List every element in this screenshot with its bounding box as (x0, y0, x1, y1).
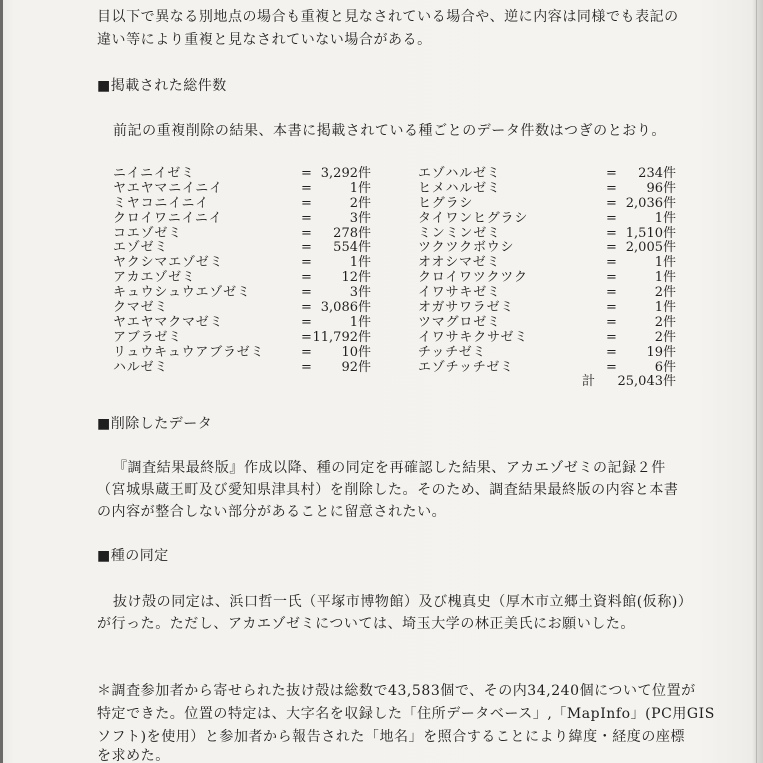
species-name: ツクツクボウシ (418, 240, 515, 256)
scan-edge-left (0, 0, 3, 763)
species-count: 2件 (349, 195, 371, 211)
intro-line-1: 目以下で異なる別地点の場合も重複と見なされている場合や、逆に内容は同様でも表記の (97, 9, 679, 25)
table-row (418, 241, 680, 256)
table-row (113, 301, 375, 316)
table-row (418, 346, 680, 361)
species-count: 1件 (654, 255, 676, 271)
species-count: 1件 (654, 270, 676, 286)
deleted-line-1: 『調査結果最終版』作成以降、種の同定を再確認した結果、アカエゾゼミの記録２件 (113, 460, 666, 476)
equals-sign: = (301, 166, 312, 181)
species-name: ヒメハルゼミ (418, 180, 501, 196)
footnote-line-3: ソフト)を使用）と参加者から報告された「地名」を照合することにより緯度・経度の座標 (97, 729, 686, 745)
equals-sign: = (606, 314, 617, 330)
table-row (113, 286, 375, 301)
species-name: タイワンヒグラシ (418, 210, 529, 226)
species-count: 10件 (341, 344, 371, 360)
species-count: 2件 (654, 285, 676, 301)
equals-sign: = (606, 166, 617, 181)
equals-sign: = (301, 180, 312, 196)
equals-sign: = (606, 210, 617, 226)
scan-edge-right (756, 0, 757, 763)
section-heading-deleted: ■削除したデータ (97, 416, 213, 432)
equals-sign: = (301, 359, 312, 375)
table-row (418, 256, 680, 271)
table-row (418, 301, 680, 316)
table-row (113, 346, 375, 361)
equals-sign: = (606, 344, 617, 360)
species-count-table-right (418, 167, 680, 390)
species-count: 2件 (654, 329, 676, 345)
equals-sign: = (301, 225, 312, 241)
table-row (113, 271, 375, 286)
equals-sign: = (301, 300, 312, 316)
species-count: 3,292件 (320, 166, 371, 181)
species-count: 2,005件 (625, 240, 676, 256)
species-name: コエゾゼミ (113, 225, 183, 241)
equals-sign: = (606, 195, 617, 211)
equals-sign: = (606, 240, 617, 256)
equals-sign: = (301, 210, 312, 226)
equals-sign: = (606, 329, 617, 345)
species-count: 1件 (349, 255, 371, 271)
table-row (418, 286, 680, 301)
footnote-line-1: ＊調査参加者から寄せられた抜け殻は総数で43,583個で、その内34,240個について位置が (97, 683, 696, 699)
species-count: 1件 (349, 180, 371, 196)
species-count: 6件 (654, 359, 676, 375)
equals-sign: = (301, 329, 312, 345)
species-name: ヤエヤマニイニイ (113, 180, 223, 196)
equals-sign: = (301, 195, 312, 211)
species-name: エゾチッチゼミ (418, 359, 514, 375)
species-name: エゾゼミ (113, 240, 169, 256)
table-row (113, 331, 375, 346)
species-count: 1件 (654, 210, 676, 226)
table-row (113, 197, 375, 212)
counts-lead-text: 前記の重複削除の結果、本書に掲載されている種ごとのデータ件数はつぎのとおり。 (113, 123, 666, 139)
species-count: 2,036件 (625, 195, 676, 211)
species-count: 1,510件 (625, 225, 676, 241)
table-row (113, 167, 375, 182)
species-name: アカエゾゼミ (113, 270, 196, 286)
species-count: 3件 (349, 210, 371, 226)
species-name: ヒグラシ (418, 195, 474, 211)
table-row (113, 227, 375, 242)
species-count: 1件 (349, 314, 371, 330)
species-name: ニイニイゼミ (113, 166, 195, 181)
species-count: 554件 (333, 240, 371, 256)
equals-sign: = (301, 285, 312, 301)
total-row (418, 375, 680, 390)
table-row (113, 361, 375, 376)
species-count: 1件 (654, 300, 676, 316)
species-count: 278件 (333, 225, 371, 241)
species-name: オオシマゼミ (418, 255, 501, 271)
intro-line-2: 違い等により重複と見なされていない場合がある。 (97, 32, 432, 48)
species-count: 3,086件 (320, 300, 371, 316)
table-row (113, 182, 375, 197)
species-name: クロイワニイニイ (113, 210, 223, 226)
table-row (418, 271, 680, 286)
table-row (113, 316, 375, 331)
species-name: リュウキュウアブラゼミ (113, 344, 265, 360)
equals-sign: = (301, 240, 312, 256)
species-name: クマゼミ (113, 300, 169, 316)
table-row (418, 182, 680, 197)
table-row (418, 212, 680, 227)
footnote-line-2: 特定できた。位置の特定は、大字名を収録した「住所データベース」,「MapInfo」(PC用GIS (97, 706, 715, 722)
deleted-line-3: の内容が整合しない部分があることに留意されたい。 (97, 504, 447, 520)
equals-sign: = (606, 270, 617, 286)
table-row (418, 331, 680, 346)
species-count-table-left (113, 167, 375, 375)
table-row (418, 316, 680, 331)
species-name: クロイワツクツク (418, 270, 528, 286)
table-row (418, 197, 680, 212)
table-row (113, 256, 375, 271)
equals-sign: = (606, 359, 617, 375)
section-heading-counts: ■掲載された総件数 (97, 78, 227, 94)
table-row (418, 227, 680, 242)
species-name: チッチゼミ (418, 344, 487, 360)
species-count: 2件 (654, 314, 676, 330)
equals-sign: = (606, 255, 617, 271)
species-count: 96件 (646, 180, 676, 196)
species-name: ヤエヤマクマゼミ (113, 314, 224, 330)
section-heading-identification: ■種の同定 (97, 548, 169, 564)
species-name: ツマグロゼミ (418, 314, 501, 330)
species-name: アブラゼミ (113, 329, 183, 345)
total-label: 計 (582, 374, 596, 390)
species-count: 3件 (349, 285, 371, 301)
species-count: 92件 (341, 359, 371, 375)
equals-sign: = (606, 285, 617, 301)
species-name: キュウシュウエゾゼミ (113, 285, 251, 301)
identification-line-1: 抜け殻の同定は、浜口哲一氏（平塚市博物館）及び槐真史（厚木市立郷土資料館(仮称)） (113, 594, 693, 610)
species-name: オガサワラゼミ (418, 300, 515, 316)
table-row (113, 212, 375, 227)
species-name: ミヤコニイニイ (113, 195, 210, 211)
equals-sign: = (606, 300, 617, 316)
deleted-line-2: （宮城県蔵王町及び愛知県津具村）を削除した。そのため、調査結果最終版の内容と本書 (97, 482, 679, 498)
footnote-line-4: を求めた。 (97, 748, 170, 763)
equals-sign: = (606, 180, 617, 196)
table-row (418, 167, 680, 182)
species-name: イワサキクサゼミ (418, 329, 529, 345)
species-name: ミンミンゼミ (418, 225, 501, 241)
species-name: イワサキゼミ (418, 285, 501, 301)
equals-sign: = (606, 225, 617, 241)
species-name: ヤクシマエゾゼミ (113, 255, 224, 271)
equals-sign: = (301, 255, 312, 271)
species-count: 11,792件 (312, 329, 371, 345)
table-row (418, 361, 680, 376)
equals-sign: = (301, 314, 312, 330)
species-name: ハルゼミ (113, 359, 169, 375)
identification-line-2: が行った。ただし、アカエゾゼミについては、埼玉大学の林正美氏にお願いした。 (97, 616, 635, 632)
total-count: 25,043件 (617, 374, 676, 390)
species-count: 19件 (646, 344, 676, 360)
table-row (113, 241, 375, 256)
equals-sign: = (301, 344, 312, 360)
equals-sign: = (301, 270, 312, 286)
species-name: エゾハルゼミ (418, 166, 501, 181)
species-count: 234件 (638, 166, 676, 181)
species-count: 12件 (341, 270, 371, 286)
